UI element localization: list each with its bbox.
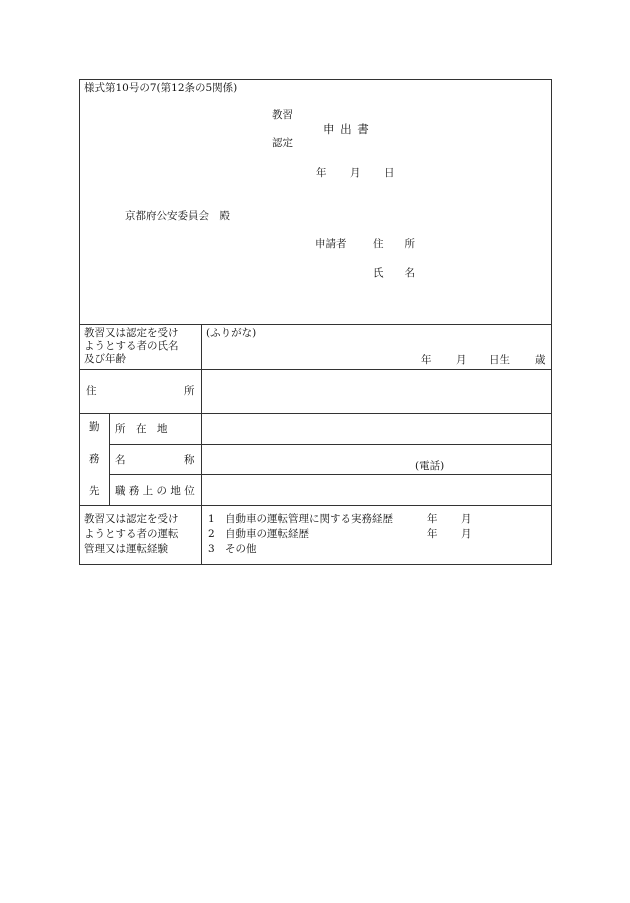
experience-label-3: 管理又は運転経験 xyxy=(84,543,168,555)
applicant-label: 申請者 xyxy=(315,238,347,250)
birth-month: 月 xyxy=(456,354,467,366)
experience-item-3-text: その他 xyxy=(225,543,257,555)
address-label-right: 所 xyxy=(184,385,195,397)
experience-item-2-no: 2 xyxy=(208,528,215,540)
address-label-left: 住 xyxy=(86,385,97,397)
work-position-label: 職 務 上 の 地 位 xyxy=(115,485,195,497)
experience-item-2-year: 年 xyxy=(427,528,438,540)
work-group-char-3: 先 xyxy=(89,485,100,497)
work-name-label-left: 名 xyxy=(115,454,126,466)
divider-address xyxy=(79,413,552,414)
divider-label-column xyxy=(201,324,202,565)
applicant-address-label: 住 所 xyxy=(373,238,415,250)
experience-item-1-text: 自動車の運転管理に関する実務経歴 xyxy=(225,513,393,525)
form-id: 様式第10号の7(第12条の5関係) xyxy=(84,82,238,94)
applicant-name-label: 氏 名 xyxy=(373,267,415,279)
divider-header xyxy=(79,324,552,325)
divider-work xyxy=(79,505,552,506)
work-group-char-1: 勤 xyxy=(89,421,100,433)
page-title: 申 出 書 xyxy=(323,122,370,136)
experience-item-3-no: 3 xyxy=(208,543,215,555)
birth-day: 日生 xyxy=(489,354,510,366)
addressee: 京都府公安委員会 殿 xyxy=(125,210,230,222)
divider-work-location xyxy=(109,444,552,445)
experience-label-2: ようとする者の運転 xyxy=(84,528,179,540)
work-group-char-2: 務 xyxy=(89,453,100,465)
experience-item-2-text: 自動車の運転経歴 xyxy=(225,528,309,540)
name-age-label-2: ようとする者の氏名 xyxy=(84,340,179,352)
birth-year: 年 xyxy=(421,354,432,366)
work-name-label-right: 称 xyxy=(184,454,195,466)
furigana-label: (ふりがな) xyxy=(206,327,257,339)
work-location-label: 所 在 地 xyxy=(115,423,168,435)
experience-item-2-month: 月 xyxy=(461,528,472,540)
date-month: 月 xyxy=(350,167,361,179)
experience-item-1-month: 月 xyxy=(461,513,472,525)
divider-name-age xyxy=(79,369,552,370)
experience-item-1-no: 1 xyxy=(208,513,215,525)
age: 歳 xyxy=(535,354,546,366)
title-prefix-top: 教習 xyxy=(272,109,293,121)
divider-work-name xyxy=(109,474,552,475)
date-year: 年 xyxy=(316,167,327,179)
title-prefix-bottom: 認定 xyxy=(272,137,293,149)
date-day: 日 xyxy=(384,167,395,179)
name-age-label-1: 教習又は認定を受け xyxy=(84,327,179,339)
work-phone-label: (電話) xyxy=(415,460,445,472)
experience-label-1: 教習又は認定を受け xyxy=(84,513,179,525)
name-age-label-3: 及び年齢 xyxy=(84,353,126,365)
divider-work-group xyxy=(109,413,110,505)
experience-item-1-year: 年 xyxy=(427,513,438,525)
